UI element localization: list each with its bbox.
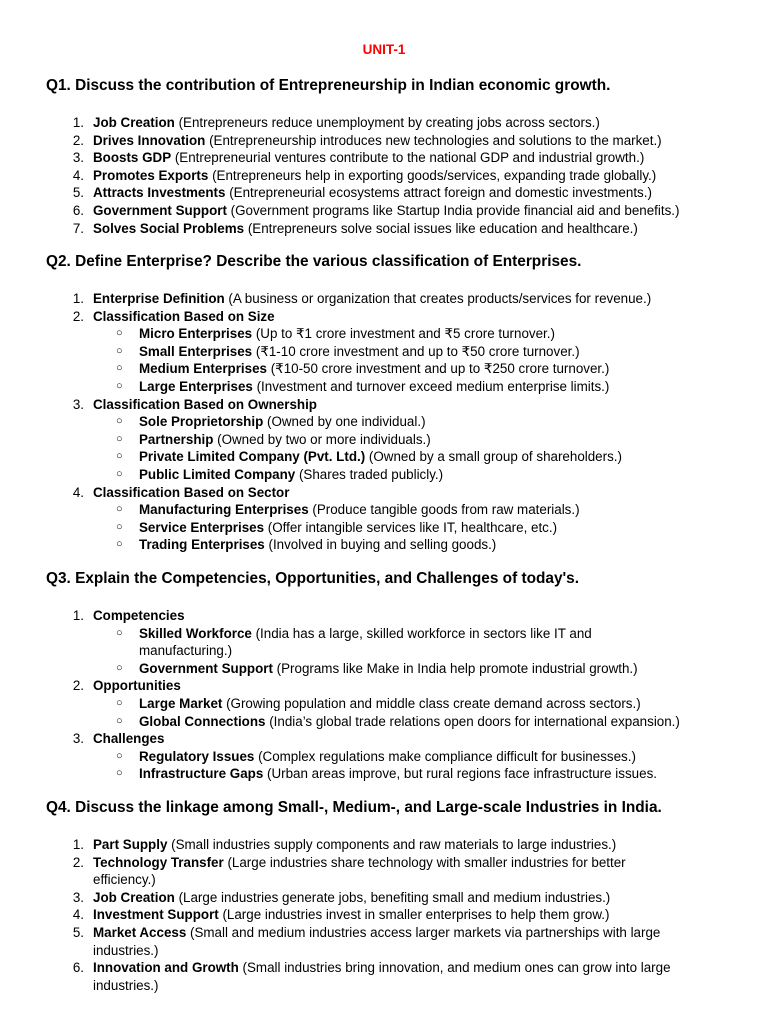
item-term: Infrastructure Gaps: [139, 766, 264, 782]
list-item-text: [139, 695, 641, 713]
circle-bullet-icon: ○: [116, 767, 123, 780]
list-item-text: [139, 448, 622, 466]
item-description: (Owned by one individual.): [263, 414, 426, 430]
item-term: Trading Enterprises: [139, 537, 265, 553]
item-term: Market Access: [93, 925, 187, 940]
item-description: (Programs like Make in India help promote industrial growth.): [272, 660, 638, 676]
list-item-text: [93, 906, 609, 924]
list-item-text: [93, 290, 651, 308]
item-term: Opportunities: [93, 678, 181, 694]
list-item-text: [139, 765, 657, 783]
item-description: (Urban areas improve, but rural regions face infrastructure issues.: [263, 766, 657, 782]
item-description: (Involved in buying and selling goods.): [264, 537, 497, 553]
item-description: (Entrepreneurship introduces new technologies and solutions to the market.): [205, 132, 662, 148]
list-number: 7.: [72, 220, 84, 236]
list-item-text: [93, 959, 671, 977]
list-item-text: [93, 730, 164, 748]
item-term: Medium Enterprises: [139, 361, 267, 377]
item-term: Government Support: [139, 660, 273, 676]
circle-bullet-icon: ○: [116, 661, 123, 674]
list-item-continuation: efficiency.): [93, 872, 156, 888]
item-description: (Shares traded publicly.): [295, 467, 444, 482]
list-item-continuation: industries.): [93, 942, 159, 958]
circle-bullet-icon: ○: [116, 327, 123, 340]
list-item-text: [139, 519, 557, 537]
item-term: Private Limited Company (Pvt. Ltd.): [139, 449, 366, 465]
item-term: Classification Based on Sector: [93, 484, 290, 500]
circle-bullet-icon: ○: [116, 450, 123, 463]
list-item-text: [93, 677, 181, 695]
list-item-text: [139, 625, 592, 643]
list-number: 3.: [72, 889, 84, 905]
list-item-text: [139, 748, 636, 766]
circle-bullet-icon: ○: [116, 749, 123, 762]
item-term: Skilled Workforce: [139, 625, 252, 641]
item-description: (Offer intangible services like IT, healthcare, etc.): [264, 519, 558, 535]
item-description: (Entrepreneurs reduce unemployment by creating jobs across sectors.): [174, 115, 600, 130]
list-item-text: [93, 114, 600, 132]
list-item-text: [93, 836, 616, 854]
item-term: Micro Enterprises: [139, 326, 253, 342]
list-item-text: [139, 343, 580, 361]
item-description: (Small industries supply components and raw materials to large industries.): [167, 837, 617, 852]
item-description: (Owned by a small group of shareholders.): [365, 449, 622, 465]
list-number: 1.: [72, 115, 84, 130]
list-item-text: [93, 924, 660, 942]
circle-bullet-icon: ○: [116, 520, 123, 533]
item-term: Manufacturing Enterprises: [139, 502, 309, 518]
list-item-text: [139, 325, 555, 343]
list-number: 6.: [72, 203, 84, 218]
item-term: Solves Social Problems: [93, 220, 245, 236]
item-term: Promotes Exports: [93, 167, 209, 183]
item-term: Part Supply: [93, 837, 168, 852]
item-term: Competencies: [93, 608, 185, 623]
list-number: 2.: [72, 678, 84, 694]
list-number: 3.: [72, 731, 84, 747]
item-term: Public Limited Company: [139, 467, 296, 482]
list-item-text: [93, 132, 662, 150]
item-term: Drives Innovation: [93, 132, 206, 148]
item-term: Challenges: [93, 731, 165, 747]
item-description: (Large industries invest in smaller enterprises to help them grow.): [218, 907, 610, 923]
list-item-text: [93, 308, 275, 326]
circle-bullet-icon: ○: [116, 432, 123, 445]
list-number: 3.: [72, 150, 84, 166]
question-heading: Q2. Define Enterprise? Describe the various classification of Enterprises.: [46, 253, 582, 270]
item-term: Small Enterprises: [139, 343, 253, 359]
item-term: Job Creation: [93, 889, 175, 905]
question-heading: Q4. Discuss the linkage among Small-, Medium-, and Large-scale Industries in India.: [46, 799, 662, 816]
item-description: (India has a large, skilled workforce in sectors like IT and: [251, 625, 592, 641]
circle-bullet-icon: ○: [116, 415, 123, 428]
item-term: Classification Based on Size: [93, 308, 275, 324]
item-description: (Up to ₹1 crore investment and ₹5 crore turnover.): [252, 326, 555, 342]
item-term: Regulatory Issues: [139, 748, 255, 764]
item-description: (India’s global trade relations open doors for international expansion.): [265, 713, 680, 729]
circle-bullet-icon: ○: [116, 697, 123, 709]
item-description: (Large industries share technology with smaller industries for better: [223, 854, 626, 870]
list-number: 2.: [72, 132, 84, 148]
item-term: Large Enterprises: [139, 379, 253, 394]
list-number: 5.: [72, 185, 84, 201]
item-term: Partnership: [139, 431, 214, 447]
circle-bullet-icon: ○: [116, 503, 123, 516]
list-item-text: [139, 378, 609, 396]
list-item-text: [139, 501, 580, 519]
list-number: 2.: [72, 854, 84, 870]
list-number: 6.: [72, 960, 84, 976]
list-item-text: [93, 396, 317, 414]
list-number: 5.: [72, 925, 84, 940]
item-term: Boosts GDP: [93, 150, 172, 166]
list-item-text: [93, 220, 638, 238]
list-item-continuation: manufacturing.): [139, 643, 233, 659]
item-term: Investment Support: [93, 907, 219, 923]
unit-title: UNIT-1: [362, 42, 406, 57]
list-item-continuation: industries.): [93, 977, 159, 993]
item-description: (Entrepreneurs help in exporting goods/services, expanding trade globally.): [208, 167, 657, 183]
item-description: (₹1-10 crore investment and up to ₹50 crore turnover.): [252, 343, 580, 359]
item-description: (Owned by two or more individuals.): [213, 431, 431, 447]
circle-bullet-icon: ○: [116, 362, 123, 375]
item-description: (Produce tangible goods from raw materials.): [308, 502, 580, 518]
circle-bullet-icon: ○: [116, 344, 123, 357]
item-description: (A business or organization that creates products/services for revenue.): [224, 291, 652, 306]
item-description: (Entrepreneurs solve social issues like education and healthcare.): [244, 220, 638, 236]
list-item-text: [139, 536, 496, 554]
item-description: (Entrepreneurial ecosystems attract foreign and domestic investments.): [225, 185, 652, 201]
list-item-text: [139, 413, 426, 431]
item-description: (Growing population and middle class create demand across sectors.): [222, 696, 641, 711]
item-term: Government Support: [93, 203, 227, 218]
list-number: 1.: [72, 608, 84, 623]
circle-bullet-icon: ○: [116, 714, 123, 727]
item-term: Innovation and Growth: [93, 960, 239, 976]
item-term: Sole Proprietorship: [139, 414, 264, 430]
question-heading: Q1. Discuss the contribution of Entrepreneurship in Indian economic growth.: [46, 77, 611, 94]
item-description: (Entrepreneurial ventures contribute to the national GDP and industrial growth.): [171, 150, 645, 166]
item-description: (Complex regulations make compliance difficult for businesses.): [254, 748, 636, 764]
item-term: Large Market: [139, 696, 223, 711]
item-term: Technology Transfer: [93, 854, 224, 870]
circle-bullet-icon: ○: [116, 380, 123, 392]
item-term: Enterprise Definition: [93, 291, 225, 306]
list-number: 1.: [72, 291, 84, 306]
circle-bullet-icon: ○: [116, 626, 123, 639]
item-term: Job Creation: [93, 115, 175, 130]
list-item-text: [139, 431, 431, 449]
list-item-text: [93, 149, 644, 167]
list-item-text: [93, 184, 652, 202]
item-term: Classification Based on Ownership: [93, 396, 317, 412]
item-term: Global Connections: [139, 713, 266, 729]
list-item-text: [93, 854, 626, 872]
item-description: (Investment and turnover exceed medium enterprise limits.): [252, 379, 610, 394]
list-item-text: [93, 484, 289, 502]
list-item-text: [139, 466, 443, 484]
list-item-text: [93, 167, 656, 185]
list-number: 3.: [72, 396, 84, 412]
list-number: 1.: [72, 837, 84, 852]
list-number: 4.: [72, 167, 84, 183]
item-description: (₹10-50 crore investment and up to ₹250 crore turnover.): [267, 361, 610, 377]
item-term: Attracts Investments: [93, 185, 226, 201]
list-number: 4.: [72, 484, 84, 500]
list-item-text: [139, 360, 609, 378]
circle-bullet-icon: ○: [116, 468, 123, 480]
item-description: (Large industries generate jobs, benefiting small and medium industries.): [174, 889, 611, 905]
list-item-text: [93, 607, 185, 625]
list-item-text: [139, 713, 680, 731]
list-item-text: [93, 202, 679, 220]
item-description: (Small and medium industries access larger markets via partnerships with large: [186, 925, 661, 940]
item-term: Service Enterprises: [139, 519, 265, 535]
list-item-text: [93, 889, 610, 907]
item-description: (Small industries bring innovation, and medium ones can grow into large: [238, 960, 671, 976]
question-heading: Q3. Explain the Competencies, Opportunities, and Challenges of today's.: [46, 570, 580, 587]
list-number: 4.: [72, 907, 84, 923]
circle-bullet-icon: ○: [116, 538, 123, 551]
item-description: (Government programs like Startup India provide financial aid and benefits.): [226, 203, 680, 218]
list-number: 2.: [72, 308, 84, 324]
list-item-text: [139, 660, 638, 678]
